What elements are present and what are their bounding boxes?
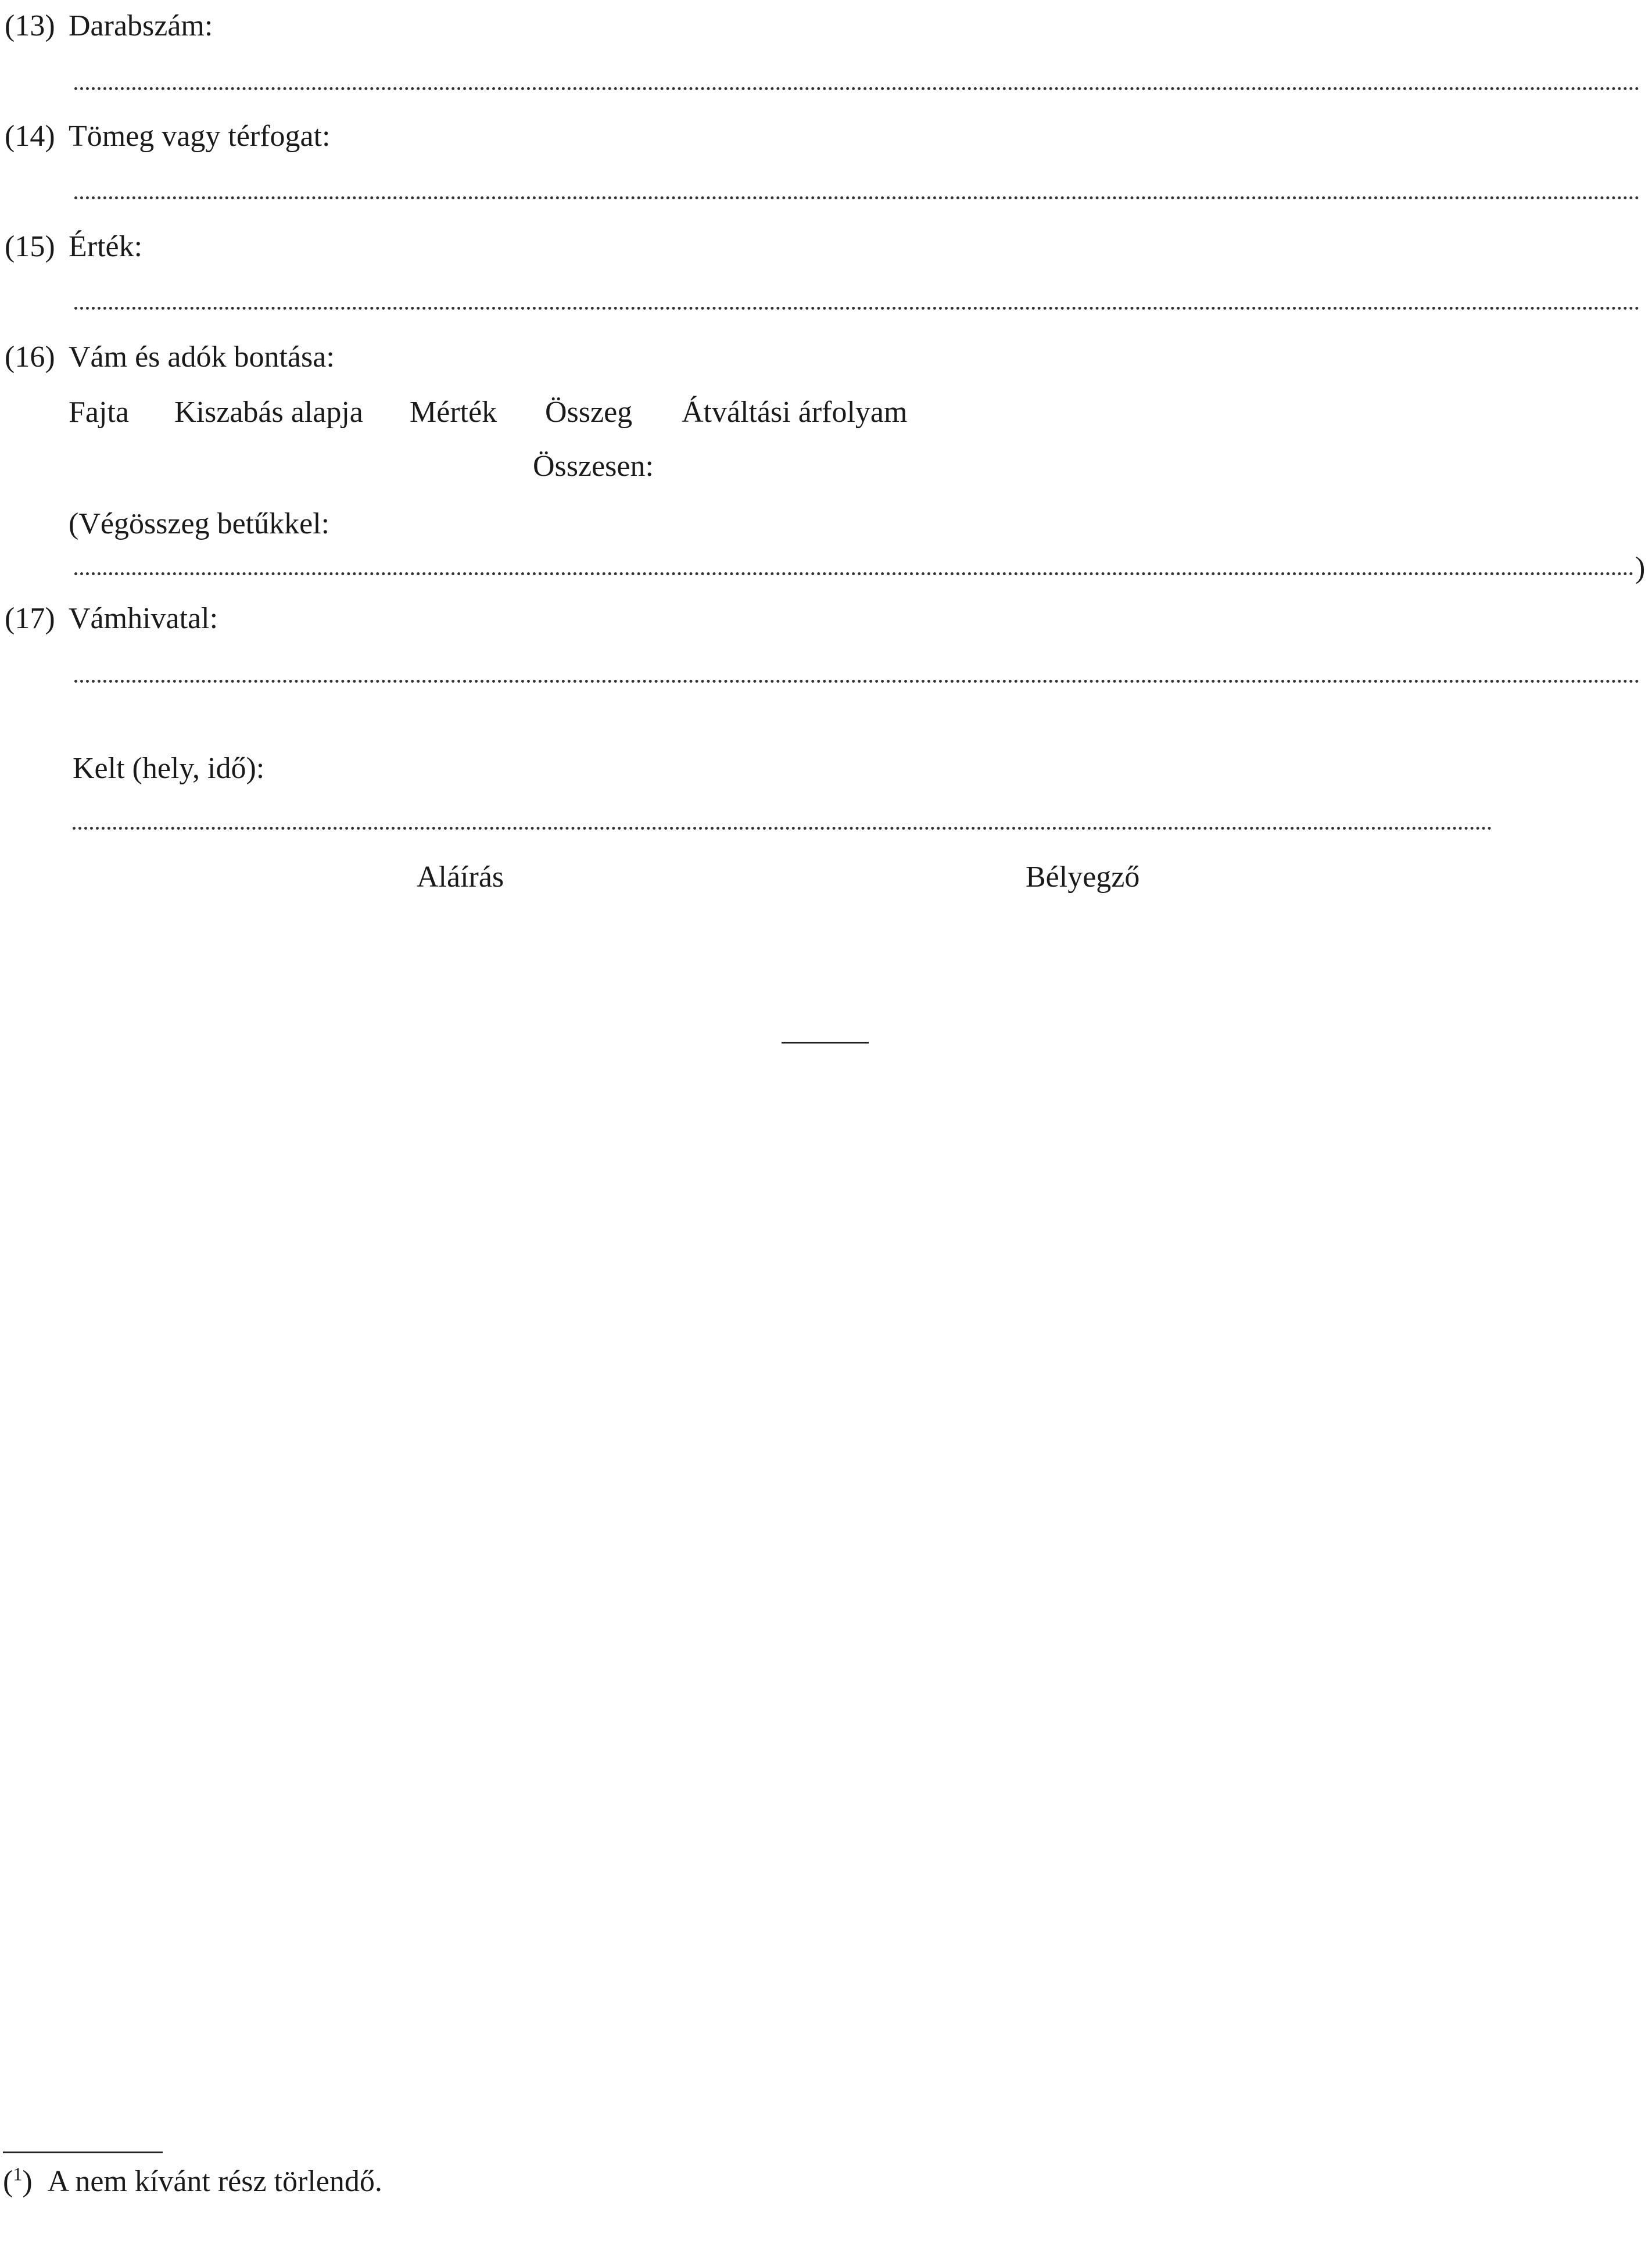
item-label-duties-breakdown: Vám és adók bontása: xyxy=(69,340,335,374)
section-separator xyxy=(782,1042,869,1044)
customs-office-fill-line[interactable] xyxy=(74,680,1640,683)
duties-header-amount: Összeg xyxy=(545,396,633,429)
date-place-fill-line[interactable] xyxy=(73,827,1492,830)
footnote xyxy=(3,2164,382,2199)
date-place-label: Kelt (hely, idő): xyxy=(73,752,265,785)
item-number-13: (13) xyxy=(5,9,55,42)
duties-header-type: Fajta xyxy=(69,396,129,429)
footnote-marker-open: ( xyxy=(3,2165,13,2198)
duties-header-basis: Kiszabás alapja xyxy=(174,396,363,429)
item-label-weight-volume: Tömeg vagy térfogat: xyxy=(69,120,331,153)
count-fill-line[interactable] xyxy=(74,87,1640,90)
footnote-marker-number: 1 xyxy=(13,2163,23,2185)
item-number-17: (17) xyxy=(5,602,55,635)
item-label-customs-office: Vámhivatal: xyxy=(69,602,218,635)
amount-in-words-label: (Végösszeg betűkkel: xyxy=(69,507,330,540)
footnote-marker-close: ) xyxy=(22,2165,33,2198)
footnote-separator xyxy=(3,2152,163,2153)
weight-volume-fill-line[interactable] xyxy=(74,196,1640,199)
duties-header-exchange-rate: Átváltási árfolyam xyxy=(682,396,908,429)
duties-header-rate: Mérték xyxy=(410,396,497,429)
amount-in-words-fill-line[interactable] xyxy=(74,572,1634,575)
duties-total-label: Összesen: xyxy=(533,450,654,483)
item-number-15: (15) xyxy=(5,230,55,263)
signature-label: Aláírás xyxy=(417,860,504,894)
item-number-14: (14) xyxy=(5,120,55,153)
item-number-16: (16) xyxy=(5,340,55,374)
amount-in-words-closing: ) xyxy=(1635,551,1646,585)
value-fill-line[interactable] xyxy=(74,307,1640,310)
item-label-count: Darabszám: xyxy=(69,9,213,42)
stamp-label: Bélyegző xyxy=(1026,860,1140,894)
footnote-text: A nem kívánt rész törlendő. xyxy=(47,2165,382,2198)
item-label-value: Érték: xyxy=(69,230,143,263)
